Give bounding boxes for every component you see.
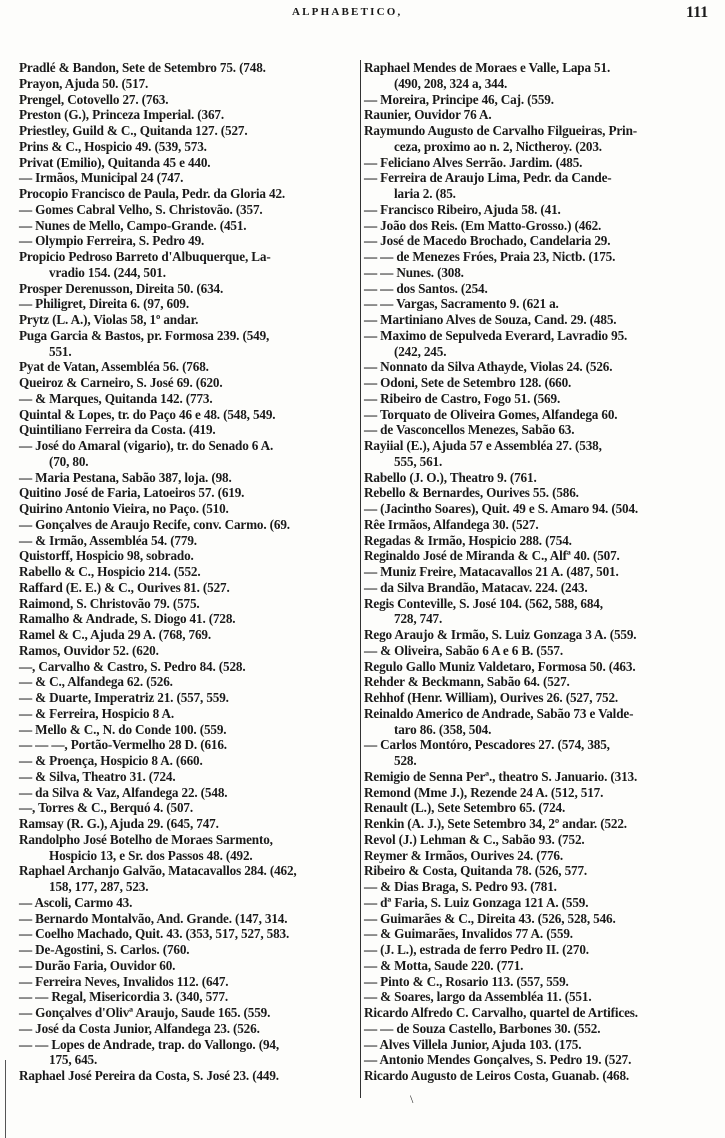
directory-entry: — Maximo de Sepulveda Everard, Lavradio 95. (364, 327, 628, 343)
directory-entry: Priestley, Guild & C., Quitanda 127. (527. (19, 123, 248, 138)
directory-entry: Quitino José de Faria, Latoeiros 57. (619. (19, 485, 245, 501)
directory-entry: Rayiial (E.), Ajuda 57 e Assembléa 27. (538, (364, 438, 602, 453)
directory-entry: — Francisco Ribeiro, Ajuda 58. (41. (364, 201, 561, 217)
directory-entry: — Durão Faria, Ouvidor 60. (19, 957, 176, 973)
directory-entry: Reginaldo José de Miranda & C., Alfª 40. (507. (364, 548, 620, 564)
directory-entry: Regulo Gallo Muniz Valdetaro, Formosa 50. (463. (364, 658, 636, 674)
directory-entry: Prengel, Cotovello 27. (763. (19, 91, 169, 107)
directory-entry-continuation: vradio 154. (244, 501. (49, 264, 166, 280)
directory-entry: — & Guimarães, Invalidos 77 A. (559. (364, 926, 573, 942)
directory-entry: — & C., Alfandega 62. (526. (19, 674, 173, 690)
directory-entry: — Martiniano Alves de Souza, Cand. 29. (485. (364, 312, 617, 327)
directory-entry: — & Motta, Saude 220. (771. (364, 957, 524, 973)
directory-entry: Ricardo Augusto de Leiros Costa, Guanab. (468. (364, 1068, 630, 1083)
directory-entry: Ramos, Ouvidor 52. (620. (19, 642, 159, 658)
directory-entry: — Ferreira Neves, Invalidos 112. (647. (19, 973, 229, 989)
page-header (0, 4, 725, 24)
directory-entry: Remigio de Senna Perª., theatro S. Januario. (313. (364, 768, 638, 784)
directory-entry: — — Regal, Misericordia 3. (340, 577. (19, 989, 229, 1005)
directory-entry-continuation: 175, 645. (49, 1052, 98, 1068)
directory-entry: — — Vargas, Sacramento 9. (621 a. (364, 296, 559, 312)
directory-entry: — — de Souza Castello, Barbones 30. (552. (364, 1020, 601, 1036)
page-number: 111 (686, 4, 709, 21)
directory-entry: Raymundo Augusto de Carvalho Filgueiras, Prin- (364, 123, 637, 138)
directory-entry: — & Irmão, Assembléa 54. (779. (19, 532, 197, 548)
directory-entry: Puga Garcia & Bastos, pr. Formosa 239. (549, (19, 327, 270, 343)
directory-entry: — & Dias Braga, S. Pedro 93. (781. (364, 879, 557, 894)
directory-entry: — & Oliveira, Sabão 6 A e 6 B. (557. (364, 642, 564, 658)
directory-entry: Raphael Archanjo Galvão, Matacavallos 284. (462, (19, 863, 297, 879)
directory-entry: Ramsay (R. G.), Ajuda 29. (645, 747. (19, 816, 219, 831)
directory-entry: Propicio Pedroso Barreto d'Albuquerque, La- (19, 249, 271, 264)
directory-entry: — Alves Villela Junior, Ajuda 103. (175. (364, 1036, 582, 1052)
directory-entry: —, Carvalho & Castro, S. Pedro 84. (528. (19, 658, 246, 674)
directory-entry-continuation: (242, 245. (394, 343, 447, 359)
directory-entry: Prins & C., Hospicio 49. (539, 573. (19, 138, 207, 154)
directory-entry-continuation: 528. (394, 753, 417, 768)
directory-entry: — & Duarte, Imperatriz 21. (557, 559. (19, 690, 229, 705)
directory-entry-continuation: (490, 208, 324 a, 344. (394, 75, 508, 91)
directory-entry: — Moreira, Principe 46, Caj. (559. (364, 91, 554, 107)
directory-entry: Prytz (L. A.), Violas 58, 1º andar. (19, 312, 199, 327)
directory-entry: Regis Conteville, S. José 104. (562, 588, 684, (364, 595, 603, 611)
directory-entry: — Coelho Machado, Quit. 43. (353, 517, 527, 583. (19, 926, 290, 942)
directory-entry: — da Silva & Vaz, Alfandega 22. (548. (19, 784, 228, 800)
directory-entry: — Maria Pestana, Sabão 387, loja. (98. (19, 469, 232, 485)
directory-entry: Preston (G.), Princeza Imperial. (367. (19, 107, 225, 123)
directory-entry: Reinaldo Americo de Andrade, Sabão 73 e Valde- (364, 705, 634, 721)
directory-entry: — Odoni, Sete de Setembro 128. (660. (364, 375, 572, 390)
directory-entry: — Philigret, Direita 6. (97, 609. (19, 296, 190, 312)
directory-entry: — Olympio Ferreira, S. Pedro 49. (19, 233, 205, 249)
directory-entry: — & Marques, Quitanda 142. (773. (19, 390, 213, 406)
directory-entry: Raphael Mendes de Moraes e Valle, Lapa 51. (364, 60, 611, 75)
directory-entry: —, Torres & C., Berquó 4. (507. (19, 800, 193, 816)
directory-entry: — da Silva Brandão, Matacav. 224. (243. (364, 579, 588, 595)
directory-entry: Quistorff, Hospicio 98, sobrado. (19, 548, 194, 564)
directory-entry: Ramalho & Andrade, S. Diogo 41. (728. (19, 611, 236, 627)
directory-entry: Queiroz & Carneiro, S. José 69. (620. (19, 375, 223, 390)
directory-entry: Rabello (J. O.), Theatro 9. (761. (364, 469, 537, 485)
directory-entry: Ribeiro & Costa, Quitanda 78. (526, 577. (364, 863, 588, 879)
directory-entry: — Carlos Montóro, Pescadores 27. (574, 385, (364, 737, 610, 753)
directory-entry: Raunier, Ouvidor 76 A. (364, 107, 492, 123)
directory-entry: Renault (L.), Sete Setembro 65. (724. (364, 800, 566, 816)
directory-entry: — Ribeiro de Castro, Fogo 51. (569. (364, 390, 561, 406)
directory-entry: — Irmãos, Municipal 24 (747. (19, 170, 184, 186)
footer-mark: \ (410, 1092, 414, 1106)
directory-entry-continuation: Hospicio 13, e Sr. dos Passos 48. (492. (49, 847, 253, 863)
directory-entry: — José da Costa Junior, Alfandega 23. (526. (19, 1020, 260, 1036)
directory-entry: Revol (J.) Lehman & C., Sabão 93. (752. (364, 831, 585, 847)
directory-entry: — Torquato de Oliveira Gomes, Alfandega 60. (364, 406, 618, 422)
directory-entry: Prayon, Ajuda 50. (517. (19, 75, 149, 91)
directory-entry: Rêe Irmãos, Alfandega 30. (527. (364, 516, 539, 532)
right-column (364, 60, 716, 1084)
directory-entry: Renkin (A. J.), Sete Setembro 34, 2º andar. (522. (364, 816, 627, 831)
directory-entry: Quintiliano Ferreira da Costa. (419. (19, 422, 216, 438)
directory-entry: — Feliciano Alves Serrão. Jardim. (485. (364, 154, 583, 170)
directory-entry: — & Proença, Hospicio 8 A. (660. (19, 753, 203, 768)
directory-entry: Quintal & Lopes, tr. do Paço 46 e 48. (548, 549. (19, 406, 276, 422)
directory-entry: — dª Faria, S. Luiz Gonzaga 121 A. (559. (364, 894, 589, 910)
directory-entry: — Nunes de Mello, Campo-Grande. (451. (19, 217, 247, 233)
directory-entry: — & Ferreira, Hospicio 8 A. (19, 705, 175, 721)
margin-scan-line (5, 1060, 6, 1138)
directory-entry: — — de Menezes Fróes, Praia 23, Nictb. (175. (364, 249, 616, 264)
directory-entry: Procopio Francisco de Paula, Pedr. da Gloria 42. (19, 186, 286, 201)
directory-entry: — & Soares, largo da Assembléa 11. (551. (364, 989, 592, 1005)
directory-entry: Ricardo Alfredo C. Carvalho, quartel de Artifices. (364, 1005, 638, 1020)
directory-entry-continuation: 555, 561. (394, 453, 443, 469)
directory-entry-continuation: 551. (49, 343, 72, 359)
directory-entry: — Ascoli, Carmo 43. (19, 894, 133, 910)
directory-entry: Raffard (E. E.) & C., Ourives 81. (527. (19, 579, 230, 595)
directory-entry: — — Lopes de Andrade, trap. do Vallongo. (94, (19, 1036, 279, 1052)
directory-entry-continuation: 728, 747. (394, 611, 443, 627)
directory-entry: — — Nunes. (308. (364, 264, 464, 280)
directory-entry: Rego Araujo & Irmão, S. Luiz Gonzaga 3 A. (559. (364, 627, 637, 642)
directory-entry: — Gomes Cabral Velho, S. Christovão. (357. (19, 201, 263, 217)
directory-entry: — De-Agostini, S. Carlos. (760. (19, 942, 190, 957)
directory-entry: — Ferreira de Araujo Lima, Pedr. da Cande- (364, 170, 612, 186)
directory-entry: Rebello & Bernardes, Ourives 55. (586. (364, 485, 579, 501)
directory-entry: Reymer & Irmãos, Ourives 24. (776. (364, 847, 564, 863)
directory-entry: Rehder & Beckmann, Sabão 64. (527. (364, 674, 570, 690)
directory-entry: — (J. L.), estrada de ferro Pedro II. (270. (364, 942, 589, 957)
directory-entry: — Pinto & C., Rosario 113. (557, 559. (364, 973, 569, 989)
directory-entry: — Guimarães & C., Direita 43. (526, 528, 546. (364, 910, 616, 926)
column-divider (360, 60, 361, 1098)
directory-entry: Quirino Antonio Vieira, no Paço. (510. (19, 501, 229, 516)
directory-entry-continuation: laria 2. (85. (394, 186, 456, 201)
directory-entry: Regadas & Irmão, Hospicio 288. (754. (364, 532, 572, 548)
directory-entry-continuation: 158, 177, 287, 523. (49, 879, 149, 894)
directory-entry: — Gonçalves d'Olivª Araujo, Saude 165. (559. (19, 1005, 271, 1020)
directory-entry: Prosper Derenusson, Direita 50. (634. (19, 280, 224, 296)
directory-entry: — João dos Reis. (Em Matto-Grosso.) (462. (364, 217, 602, 233)
directory-entry-continuation: (70, 80. (49, 453, 89, 469)
directory-entry: — Muniz Freire, Matacavallos 21 A. (487, 501. (364, 564, 619, 579)
directory-entry-continuation: taro 86. (358, 504. (394, 721, 492, 737)
directory-entry: — Bernardo Montalvão, And. Grande. (147, 314. (19, 910, 288, 926)
directory-entry: Raphael José Pereira da Costa, S. José 23. (449. (19, 1068, 279, 1083)
directory-entry: Raimond, S. Christovão 79. (575. (19, 595, 200, 611)
directory-entry: — Antonio Mendes Gonçalves, S. Pedro 19. (527. (364, 1052, 632, 1068)
directory-entry: — Nonnato da Silva Athayde, Violas 24. (526. (364, 359, 613, 375)
directory-entry: — de Vasconcellos Menezes, Sabão 63. (364, 422, 575, 438)
directory-entry: — & Silva, Theatro 31. (724. (19, 768, 176, 784)
directory-entry: Remond (Mme J.), Rezende 24 A. (512, 517. (364, 784, 604, 800)
directory-entry: Randolpho José Botelho de Moraes Sarmento, (19, 831, 273, 847)
directory-entry: Ramel & C., Ajuda 29 A. (768, 769. (19, 627, 211, 642)
running-title: ALPHABETICO, (292, 6, 403, 18)
directory-entry: — — —, Portão-Vermelho 28 D. (616. (19, 737, 227, 753)
directory-entry: Privat (Emilio), Quitanda 45 e 440. (19, 154, 211, 170)
directory-entry: Rabello & C., Hospicio 214. (552. (19, 564, 201, 579)
directory-entry: Pradlé & Bandon, Sete de Setembro 75. (748. (19, 60, 266, 75)
directory-entry: Rehhof (Henr. William), Ourives 26. (527, 752. (364, 690, 619, 705)
directory-entry: — — dos Santos. (254. (364, 280, 488, 296)
directory-entry: — Mello & C., N. do Conde 100. (559. (19, 721, 227, 737)
left-column (19, 60, 357, 1084)
directory-entry: — José do Amaral (vigario), tr. do Senado 6 A. (19, 438, 274, 453)
directory-entry: Pyat de Vatan, Assembléa 56. (768. (19, 359, 209, 375)
directory-entry: — José de Macedo Brochado, Candelaria 29. (364, 233, 611, 249)
directory-entry: — Gonçalves de Araujo Recife, conv. Carmo. (69. (19, 516, 290, 532)
directory-entry-continuation: ceza, proximo ao n. 2, Nictheroy. (203. (394, 138, 602, 154)
directory-entry: — (Jacintho Soares), Quit. 49 e S. Amaro 94. (504. (364, 501, 639, 516)
